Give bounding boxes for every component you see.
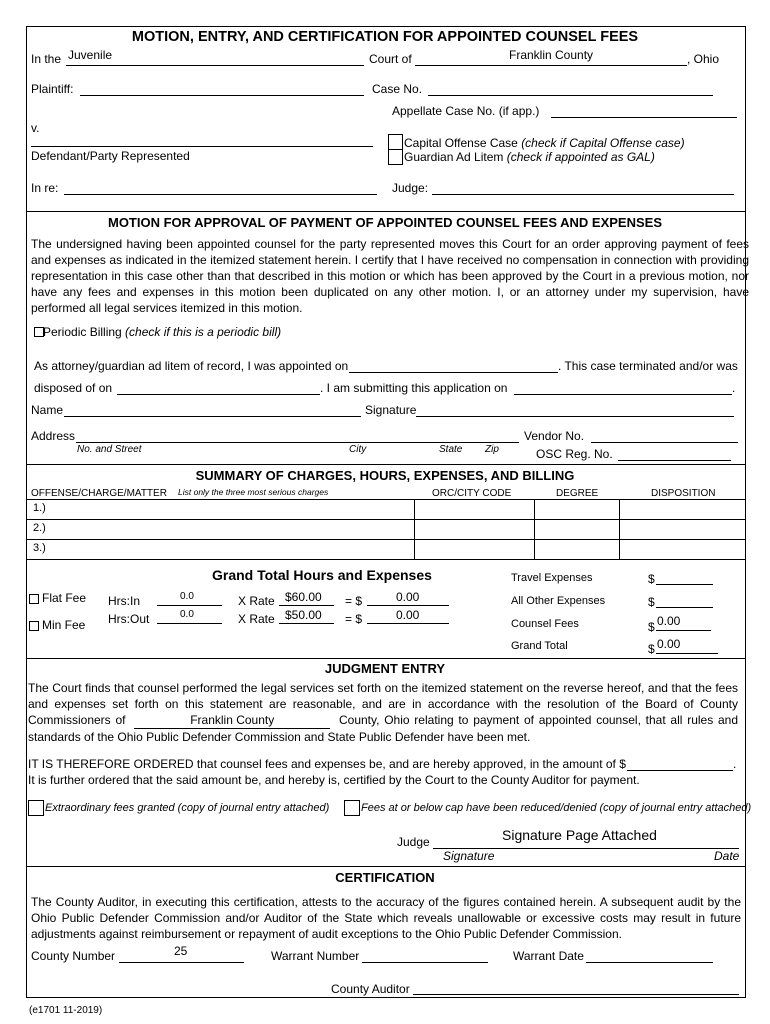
vendor-label: Vendor No. (524, 429, 585, 443)
warrant-date-label: Warrant Date (513, 949, 584, 963)
table-col-line (534, 499, 535, 559)
other-label: All Other Expenses (511, 595, 606, 607)
ordered-text: IT IS THEREFORE ORDERED that counsel fees and expenses be, and are hereby approved, in the amount of $ (28, 757, 626, 771)
court-of-field[interactable]: Franklin County (509, 48, 594, 62)
judgment-text: The Court finds that counsel performed the legal services set forth on the itemized statement on the reverse hereof, and that the fees and expenses set forth on this statement are reasonable, and are in accordance with the resolution of the Board of County Commissioners of Franklin County County, Ohio relating to payment of appointed counsel, that all rules and standards of the Ohio Public Defender Commission and State Public Defender have been met. (28, 681, 738, 744)
col-orc-header: ORC/CITY CODE (432, 488, 512, 499)
address-line[interactable] (76, 442, 519, 443)
disposed-date-line[interactable] (117, 394, 320, 395)
signature-label: Signature (365, 403, 417, 417)
county-auditor-label: County Auditor (331, 982, 410, 996)
flat-fee-label: Flat Fee (42, 591, 87, 605)
hrs-out-line (157, 623, 222, 624)
eq-out-label: = $ (345, 612, 363, 626)
submitting-date-line[interactable] (514, 394, 732, 395)
ohio-label: , Ohio (687, 52, 720, 66)
table-line (26, 519, 746, 520)
sum-out-field[interactable]: 0.00 (396, 608, 420, 622)
hrs-in-line (157, 605, 222, 606)
court-of-line (415, 65, 687, 66)
in-re-line[interactable] (64, 194, 377, 195)
county-number-field[interactable]: 25 (174, 944, 188, 958)
hrs-in-label: Hrs:In (108, 594, 141, 608)
appellate-line[interactable] (551, 117, 737, 118)
totals-heading: Grand Total Hours and Expenses (212, 567, 432, 583)
flat-fee-checkbox[interactable] (29, 594, 39, 604)
further-text: It is further ordered that the said amount be, and hereby is, certified by the Court to the County Auditor for payment. (28, 773, 640, 787)
plaintiff-label: Plaintiff: (31, 82, 74, 96)
ordered-amount-line[interactable] (627, 770, 733, 771)
travel-dollar: $ (648, 572, 655, 586)
counsel-label: Counsel Fees (511, 618, 579, 630)
sum-in-line (367, 605, 449, 606)
ordered-period: . (733, 757, 737, 771)
table-col-line (619, 499, 620, 559)
osc-label: OSC Reg. No. (536, 447, 613, 461)
county-auditor-line[interactable] (413, 994, 739, 995)
table-line (26, 559, 746, 560)
table-row[interactable]: 3.) (33, 542, 46, 554)
extraordinary-checkbox[interactable] (28, 800, 44, 816)
name-label: Name (31, 403, 64, 417)
other-dollar: $ (648, 595, 655, 609)
gal-label: Guardian Ad Litem (check if appointed as GAL) (404, 150, 655, 164)
x-rate-out-label: X Rate (238, 612, 275, 626)
grand-dollar: $ (648, 642, 655, 656)
grand-label: Grand Total (511, 640, 568, 652)
motion-text: The undersigned having been appointed counsel for the party represented moves this Court for an order approving payment of fees and expenses as indicated in the itemized statement herein. I certify that I have received no compensation in connection with providing representation in this case other than that described in this motion or which has been approved by the Court in a previous motion, nor have any fees and expenses in this motion been duplicated on any other motion. I, or an attorney under my supervision, have performed all legal services itemized in this motion. (31, 237, 749, 315)
judge-line[interactable] (432, 194, 734, 195)
grand-line (656, 653, 718, 654)
certification-heading: CERTIFICATION (335, 870, 435, 885)
defendant-label: Defendant/Party Represented (31, 149, 190, 163)
rate-out-line (279, 623, 334, 624)
period-end: . (732, 381, 736, 395)
county-number-line (119, 962, 244, 963)
rate-out-field[interactable]: $50.00 (285, 608, 322, 622)
counsel-field[interactable]: 0.00 (657, 614, 681, 628)
state-caption: State (439, 444, 463, 455)
name-line[interactable] (64, 416, 361, 417)
table-line (26, 539, 746, 540)
hrs-out-field[interactable]: 0.0 (180, 609, 194, 620)
counsel-dollar: $ (648, 620, 655, 634)
divider (26, 211, 746, 212)
terminated-text: . This case terminated and/or was (558, 359, 738, 373)
court-of-label: Court of (369, 52, 412, 66)
table-row[interactable]: 1.) (33, 502, 46, 514)
table-line (26, 499, 746, 500)
sum-out-line (367, 623, 449, 624)
submitting-text: . I am submitting this application on (320, 381, 508, 395)
travel-line[interactable] (656, 584, 713, 585)
col-offense-header: OFFENSE/CHARGE/MATTER (31, 488, 167, 499)
grand-field[interactable]: 0.00 (657, 637, 681, 651)
case-no-line[interactable] (428, 95, 713, 96)
travel-label: Travel Expenses (511, 572, 593, 584)
date-caption: Date (714, 849, 740, 863)
city-caption: City (349, 444, 367, 455)
col-disposition-header: DISPOSITION (651, 488, 716, 499)
eq-in-label: = $ (345, 594, 363, 608)
reduced-label: Fees at or below cap have been reduced/denied (copy of journal entry attached) (361, 802, 752, 814)
in-the-field[interactable]: Juvenile (68, 48, 113, 62)
appellate-label: Appellate Case No. (if app.) (392, 104, 540, 118)
rate-in-line (279, 605, 334, 606)
county-field[interactable]: Franklin County (134, 712, 330, 729)
in-the-label: In the (31, 52, 62, 66)
divider (26, 866, 746, 867)
counsel-line (656, 630, 711, 631)
defendant-line[interactable] (31, 146, 373, 147)
warrant-date-line[interactable] (586, 962, 713, 963)
certification-text: The County Auditor, in executing this certification, attests to the accuracy of the figures contained herein. A subsequent audit by the Ohio Public Defender Commission and/or Auditor of the State which reveals unallowable or excessive costs may result in future adjustments against reimbursement or repayment of audit exceptions to the Ohio Public Defender Commission. (31, 895, 741, 941)
v-label: v. (31, 121, 40, 135)
warrant-number-line[interactable] (362, 962, 488, 963)
x-rate-in-label: X Rate (238, 594, 275, 608)
signature-caption: Signature (443, 849, 495, 863)
judge-sign-label: Judge (397, 835, 430, 849)
form-title: MOTION, ENTRY, AND CERTIFICATION FOR APPOINTED COUNSEL FEES (131, 29, 639, 45)
rate-in-field[interactable]: $60.00 (285, 590, 322, 604)
osc-line[interactable] (618, 460, 731, 461)
disposed-text: disposed of on (34, 381, 113, 395)
judgment-heading: JUDGMENT ENTRY (324, 661, 446, 676)
capital-offense-checkbox[interactable] (388, 134, 403, 150)
min-fee-checkbox[interactable] (29, 621, 39, 631)
motion-heading: MOTION FOR APPROVAL OF PAYMENT OF APPOINTED COUNSEL FEES AND EXPENSES (107, 215, 662, 230)
plaintiff-line[interactable] (80, 95, 364, 96)
divider (26, 464, 746, 465)
other-line[interactable] (656, 607, 713, 608)
divider (26, 658, 746, 659)
table-col-line (414, 499, 415, 559)
county-number-label: County Number (31, 949, 116, 963)
form-frame (26, 26, 746, 998)
zip-caption: Zip (485, 444, 499, 455)
col-note: List only the three most serious charges (178, 487, 329, 497)
in-re-label: In re: (31, 181, 59, 195)
extraordinary-label: Extraordinary fees granted (copy of journal entry attached) (45, 802, 330, 814)
form-id: (e1701 11-2019) (29, 1005, 103, 1016)
warrant-number-label: Warrant Number (271, 949, 360, 963)
hrs-in-field[interactable]: 0.0 (180, 591, 194, 602)
judge-signature-field[interactable]: Signature Page Attached (502, 827, 657, 843)
judge-label: Judge: (392, 181, 429, 195)
signature-line[interactable] (416, 416, 734, 417)
case-no-label: Case No. (372, 82, 423, 96)
in-the-line (66, 65, 364, 66)
street-caption: No. and Street (77, 444, 142, 455)
col-degree-header: DEGREE (556, 488, 599, 499)
table-row[interactable]: 2.) (33, 522, 46, 534)
summary-heading: SUMMARY OF CHARGES, HOURS, EXPENSES, AND BILLING (195, 468, 575, 483)
min-fee-label: Min Fee (42, 618, 86, 632)
address-label: Address (31, 429, 76, 443)
vendor-line[interactable] (591, 442, 738, 443)
appointed-date-line[interactable] (349, 372, 558, 373)
periodic-billing-label: Periodic Billing (check if this is a periodic bill) (43, 325, 282, 339)
hrs-out-label: Hrs:Out (108, 612, 150, 626)
capital-offense-label: Capital Offense Case (check if Capital Offense case) (404, 136, 685, 150)
sum-in-field[interactable]: 0.00 (396, 590, 420, 604)
appointed-text: As attorney/guardian ad litem of record, I was appointed on (34, 359, 349, 373)
gal-checkbox[interactable] (388, 149, 403, 165)
reduced-checkbox[interactable] (344, 800, 360, 816)
